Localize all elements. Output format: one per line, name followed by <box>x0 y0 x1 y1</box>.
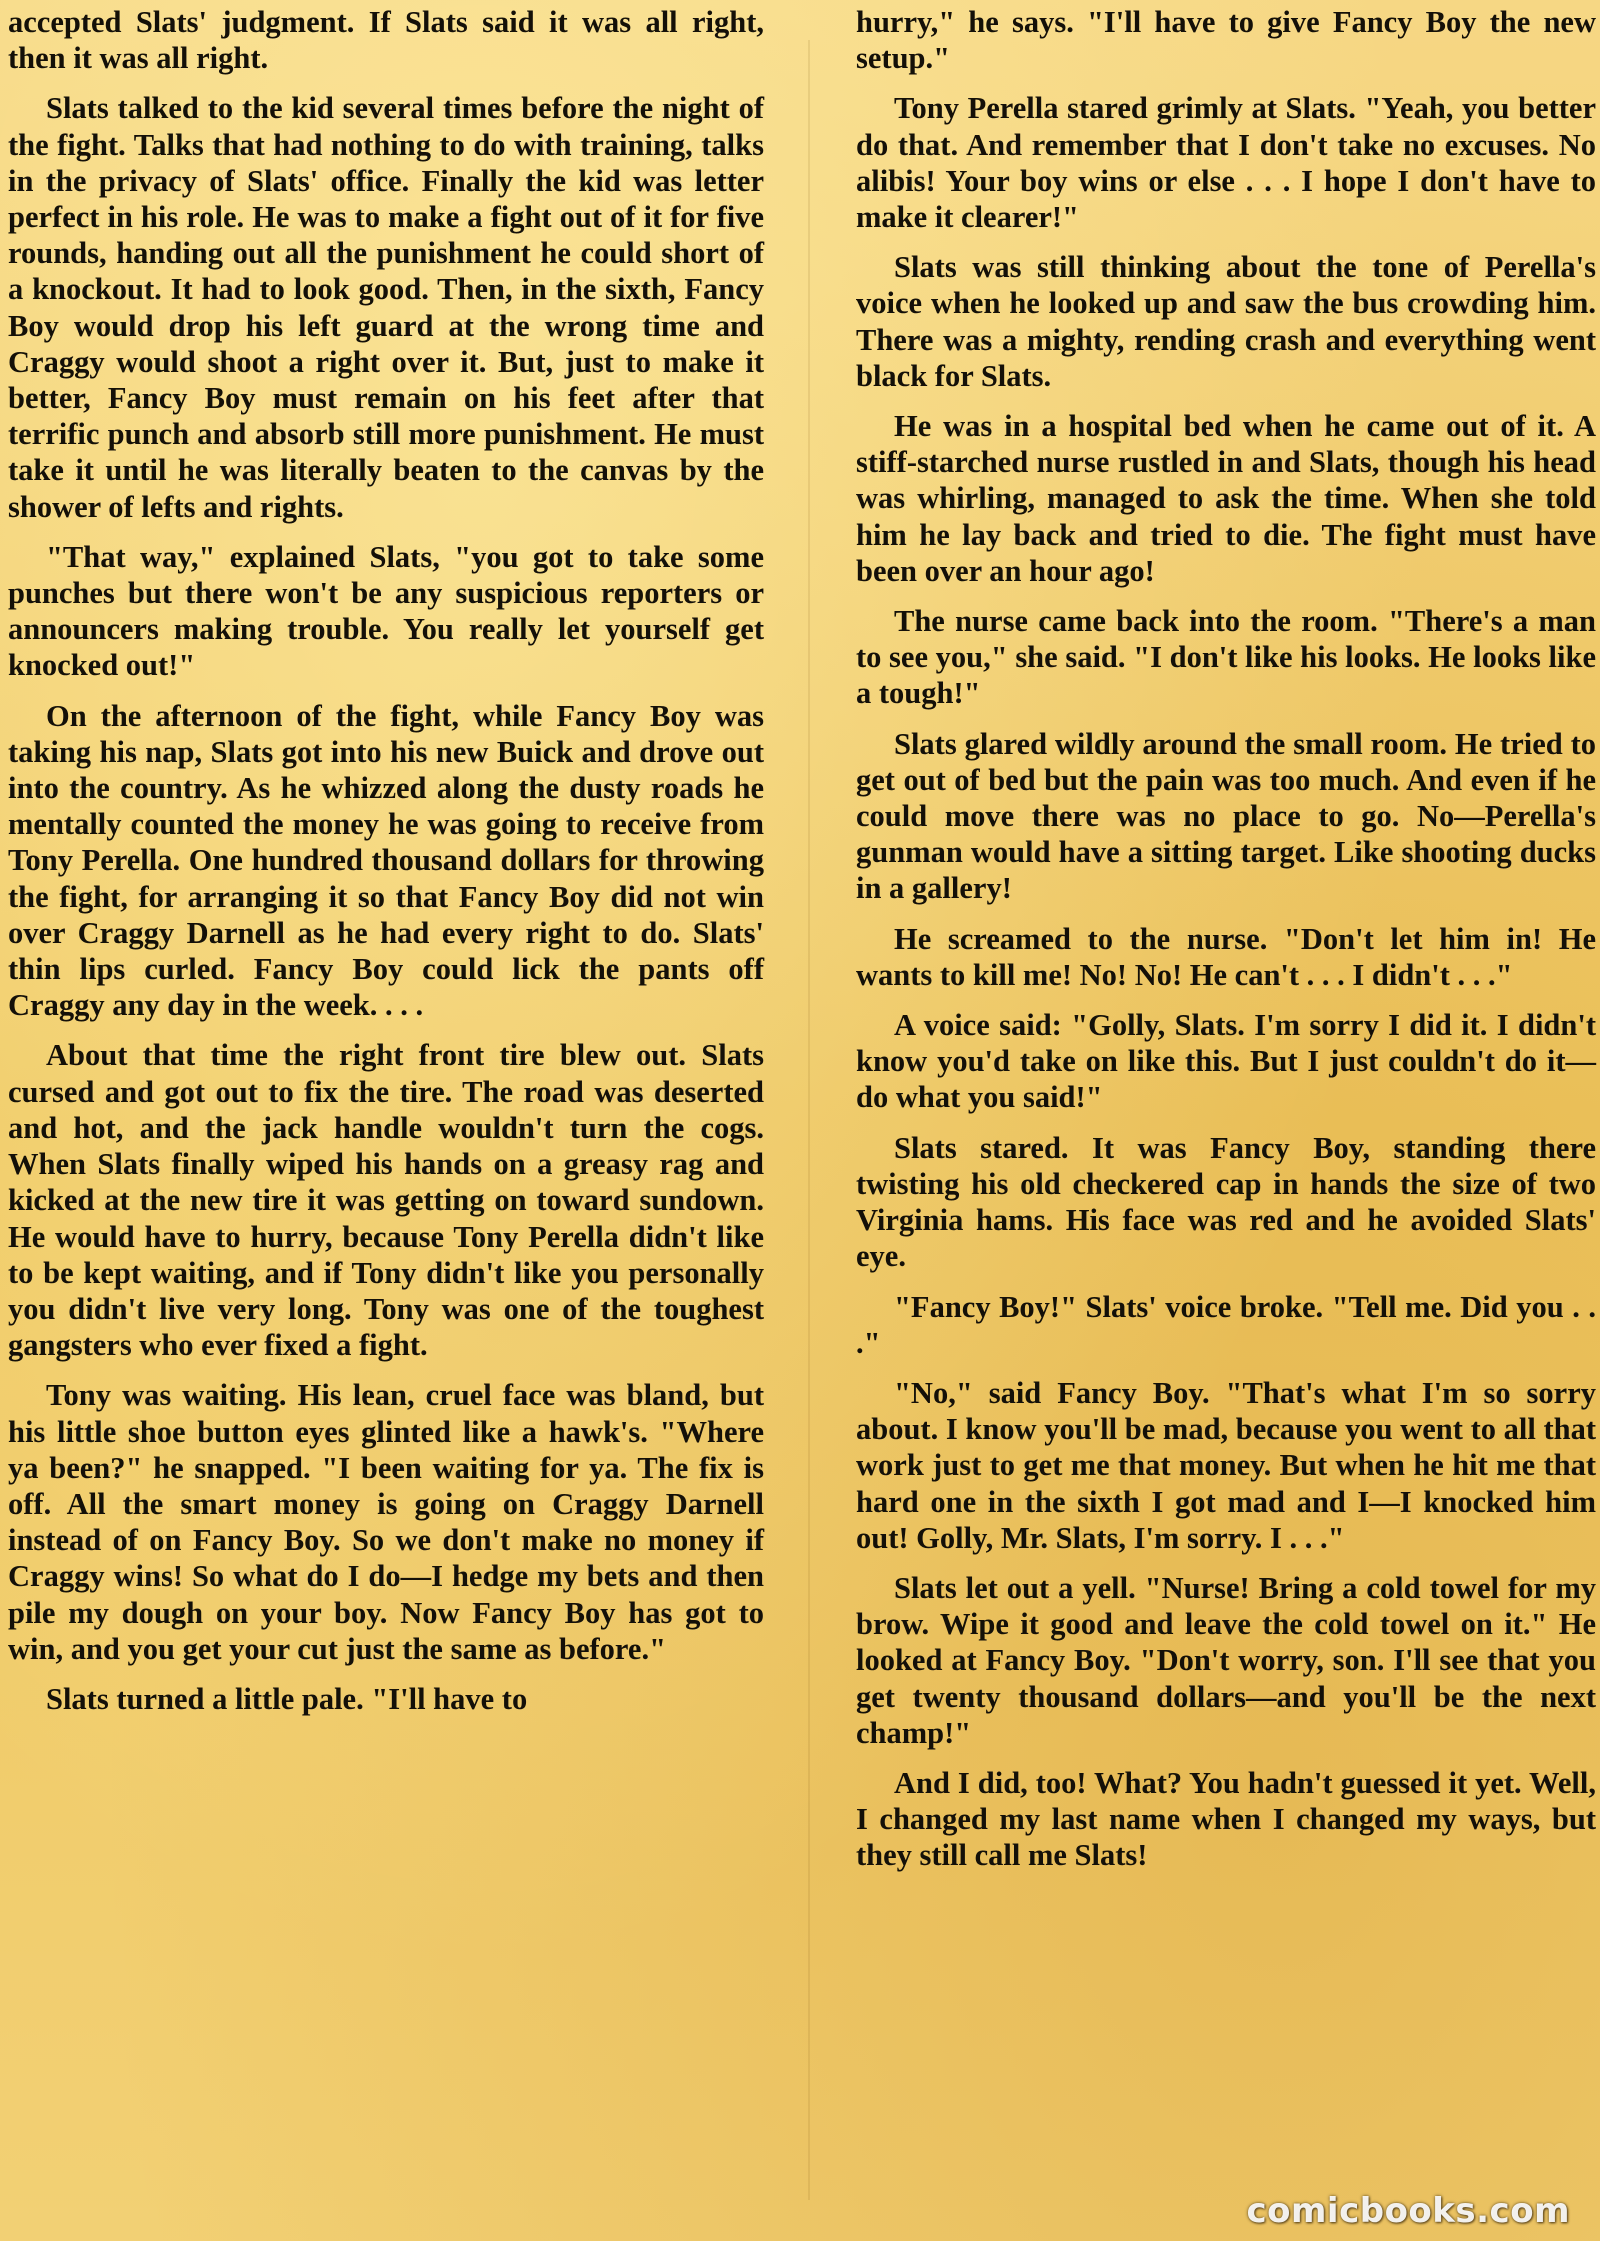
column-gutter <box>808 40 810 2200</box>
paragraph: On the afternoon of the fight, while Fancy Boy was taking his nap, Slats got into his new Buick and drove out into the country. As he whizzed along the dusty roads he mentally counted the money he was going to receive from Tony Perella. One hundred thousand dollars for throwing the fight, for arranging it so that Fancy Boy did not win over Craggy Darnell as he had every right to do. Slats' thin lips curled. Fancy Boy could lick the pants off Craggy any day in the week. . . . <box>8 698 764 1023</box>
paragraph: "That way," explained Slats, "you got to take some punches but there won't be any suspicious reporters or announcers making trouble. You really let yourself get knocked out!" <box>8 539 764 683</box>
right-column <box>856 4 1596 1888</box>
paragraph: He screamed to the nurse. "Don't let him in! He wants to kill me! No! No! He can't . . . I didn't . . ." <box>856 921 1596 992</box>
site-watermark: comicbooks.com <box>1246 2191 1570 2231</box>
paragraph: Slats let out a yell. "Nurse! Bring a cold towel for my brow. Wipe it good and leave the cold towel on it." He looked at Fancy Boy. "Don't worry, son. I'll see that you get twenty thousand dollars—and you'll be the next champ!" <box>856 1570 1596 1750</box>
paragraph: About that time the right front tire blew out. Slats cursed and got out to fix the tire. The road was deserted and hot, and the jack handle wouldn't turn the cogs. When Slats finally wiped his hands on a greasy rag and kicked at the new tire it was getting on toward sundown. He would have to hurry, because Tony Perella didn't like to be kept waiting, and if Tony didn't like you personally you didn't live very long. Tony was one of the toughest gangsters who ever fixed a fight. <box>8 1038 764 1363</box>
paragraph: A voice said: "Golly, Slats. I'm sorry I did it. I didn't know you'd take on like this. But I just couldn't do it—do what you said!" <box>856 1008 1596 1115</box>
paragraph: accepted Slats' judgment. If Slats said it was all right, then it was all right. <box>8 5 764 76</box>
left-column <box>8 4 764 1731</box>
paragraph: "No," said Fancy Boy. "That's what I'm so sorry about. I know you'll be mad, because you went to all that work just to get me that money. But when he hit me that hard one in the sixth I got mad and I—I knocked him out! Golly, Mr. Slats, I'm sorry. I . . ." <box>856 1375 1596 1555</box>
paragraph: The nurse came back into the room. "There's a man to see you," she said. "I don't like his looks. He looks like a tough!" <box>856 604 1596 711</box>
paragraph: hurry," he says. "I'll have to give Fancy Boy the new setup." <box>856 5 1596 76</box>
paragraph: Slats stared. It was Fancy Boy, standing there twisting his old checkered cap in hands the size of two Virginia hams. His face was red and he avoided Slats' eye. <box>856 1130 1596 1274</box>
paragraph: Slats was still thinking about the tone of Perella's voice when he looked up and saw the bus crowding him. There was a mighty, rending crash and everything went black for Slats. <box>856 250 1596 393</box>
paragraph: Slats glared wildly around the small room. He tried to get out of bed but the pain was too much. And even if he could move there was no place to go. No—Perella's gunman would have a sitting target. Like shooting ducks in a gallery! <box>856 726 1596 906</box>
paragraph: Tony Perella stared grimly at Slats. "Yeah, you better do that. And remember that I don't take no excuses. No alibis! Your boy wins or else . . . I hope I don't have to make it clearer!" <box>856 91 1596 235</box>
paragraph: Tony was waiting. His lean, cruel face was bland, but his little shoe button eyes glinted like a hawk's. "Where ya been?" he snapped. "I been waiting for ya. The fix is off. All the smart money is going on Craggy Darnell instead of on Fancy Boy. So we don't make no money if Craggy wins! So what do I do—I hedge my bets and then pile my dough on your boy. Now Fancy Boy has got to win, and you get your cut just the same as before." <box>8 1378 764 1666</box>
paragraph: Slats talked to the kid several times before the night of the fight. Talks that had nothing to do with training, talks in the privacy of Slats' office. Finally the kid was letter perfect in his role. He was to make a fight out of it for five rounds, handing out all the punishment he could short of a knockout. It had to look good. Then, in the sixth, Fancy Boy would drop his left guard at the wrong time and Craggy would shoot a right over it. But, just to make it better, Fancy Boy must remain on his feet after that terrific punch and absorb still more punishment. He must take it until he was literally beaten to the canvas by the shower of lefts and rights. <box>8 91 764 524</box>
paragraph: He was in a hospital bed when he came out of it. A stiff-starched nurse rustled in and Slats, though his head was whirling, managed to ask the time. When she told him he lay back and tried to die. The fight must have been over an hour ago! <box>856 409 1596 588</box>
paragraph: Slats turned a little pale. "I'll have to <box>46 1681 528 1716</box>
paragraph: And I did, too! What? You hadn't guessed it yet. Well, I changed my last name when I changed my ways, but they still call me Slats! <box>856 1765 1596 1873</box>
paragraph: "Fancy Boy!" Slats' voice broke. "Tell me. Did you . . ." <box>856 1289 1596 1360</box>
